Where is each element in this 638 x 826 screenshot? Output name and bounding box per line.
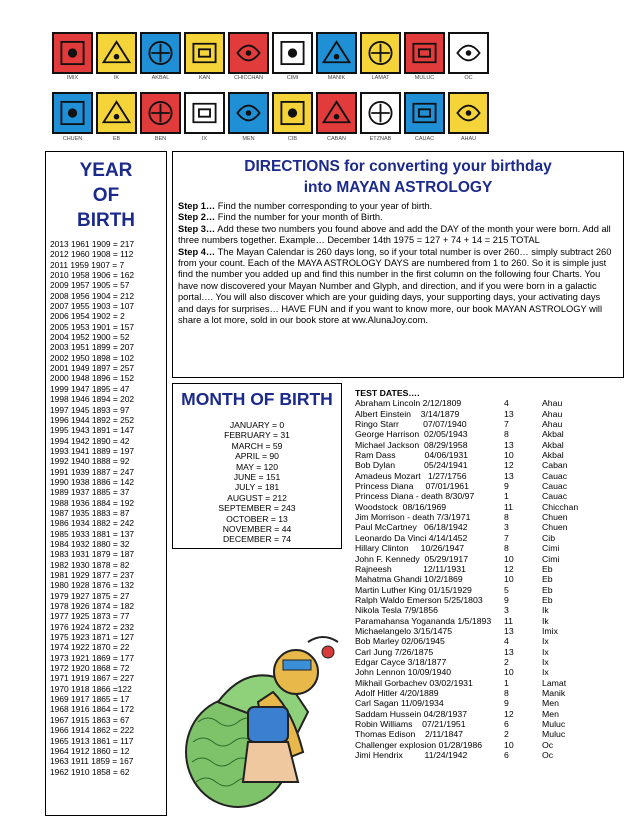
month-entry: AUGUST = 212 <box>227 492 287 503</box>
glyph-label: IK <box>113 75 120 81</box>
test-date-name: Leonardo Da Vinci 4/14/1452 <box>355 532 468 543</box>
test-date-row <box>355 709 625 719</box>
glyph-label: BEN <box>154 136 167 142</box>
test-date-number: 2 <box>504 729 509 740</box>
test-date-name: Princess Diana - death 8/30/97 <box>355 491 475 502</box>
directions-panel <box>172 151 624 378</box>
test-date-name: Adolf Hitler 4/20/1889 <box>355 687 439 698</box>
test-date-sign: Ix <box>542 646 549 657</box>
test-date-row <box>355 419 625 429</box>
test-date-number: 12 <box>504 460 514 471</box>
test-date-sign: Muluc <box>542 719 566 729</box>
test-date-row <box>355 543 625 553</box>
test-date-sign: Cauac <box>542 481 568 492</box>
test-date-sign: Imix <box>542 625 558 636</box>
test-date-number: 10 <box>504 553 514 564</box>
test-date-name: Woodstock 08/16/1969 <box>355 501 447 512</box>
direction-step <box>178 201 618 212</box>
year-entry: 1994 1942 1890 = 42 <box>50 435 130 446</box>
glyph-chicchan-icon <box>228 32 269 74</box>
test-date-name: Michaelangelo 3/15/1475 <box>355 625 453 636</box>
test-dates-section <box>355 388 625 760</box>
year-entry: 2000 1948 1896 = 152 <box>50 373 135 384</box>
year-entry: 1962 1910 1858 = 62 <box>50 766 130 777</box>
month-of-birth-title: MONTH OF BIRTH <box>181 389 333 409</box>
year-entry: 1992 1940 1888 = 92 <box>50 456 130 467</box>
test-date-name: Martin Luther King 01/15/1929 <box>355 584 472 595</box>
glyph-row-top <box>52 32 489 74</box>
year-entry: 1990 1938 1886 = 142 <box>50 476 135 487</box>
step-text: Add these two numbers you found above and add the DAY of the month your were born. Add all three numbers together. Example… December 14th 1975 = 127 + 74 + 14 = 215 TOTAL <box>178 223 611 246</box>
month-list <box>173 420 341 545</box>
glyph-label: MULUC <box>414 75 435 81</box>
test-date-row <box>355 564 625 574</box>
test-date-sign: Chuen <box>542 512 568 523</box>
glyph-oc-icon <box>448 32 489 74</box>
test-date-sign: Oc <box>542 750 554 761</box>
test-date-number: 4 <box>504 398 509 409</box>
month-entry: FEBRUARY = 31 <box>224 430 290 441</box>
test-date-name: Hillary Clinton 10/26/1947 <box>355 543 465 554</box>
step-text: Find the number for your month of Birth. <box>215 212 383 223</box>
test-date-row <box>355 698 625 708</box>
test-date-number: 13 <box>504 439 514 450</box>
test-date-row <box>355 595 625 605</box>
test-date-sign: Men <box>542 698 559 709</box>
test-date-row <box>355 502 625 512</box>
test-date-row <box>355 512 625 522</box>
test-date-number: 2 <box>504 656 509 667</box>
test-date-number: 3 <box>504 522 509 533</box>
test-date-name: Ralph Waldo Emerson 5/25/1803 <box>355 594 483 605</box>
test-date-name: Edgar Cayce 3/18/1877 <box>355 656 447 667</box>
year-of-birth-title <box>46 158 166 233</box>
test-date-number: 9 <box>504 481 509 492</box>
year-entry: 2004 1952 1900 = 52 <box>50 332 130 343</box>
test-date-number: 7 <box>504 532 509 543</box>
year-entry: 1987 1935 1883 = 87 <box>50 507 130 518</box>
test-date-number: 9 <box>504 698 509 709</box>
year-entry: 1979 1927 1875 = 27 <box>50 590 130 601</box>
month-entry: SEPTEMBER = 243 <box>218 503 296 514</box>
test-date-sign: Manik <box>542 687 566 698</box>
test-date-row <box>355 471 625 481</box>
year-entry: 2006 1954 1902 = 2 <box>50 311 125 322</box>
test-date-name: Carl Jung 7/26/1875 <box>355 646 434 657</box>
year-entry: 1997 1945 1893 = 97 <box>50 404 130 415</box>
test-date-row <box>355 667 625 677</box>
year-entry: 2012 1960 1908 = 112 <box>50 249 134 260</box>
test-date-number: 1 <box>504 677 509 688</box>
test-date-sign: Ix <box>542 636 549 647</box>
test-date-sign: Chicchan <box>542 501 579 512</box>
test-date-row <box>355 409 625 419</box>
test-date-name: Mahatma Ghandi 10/2/1869 <box>355 574 463 585</box>
test-date-sign: Lamat <box>542 677 567 688</box>
test-date-name: Saddam Hussein 04/28/1937 <box>355 708 468 719</box>
year-entry: 2011 1959 1907 = 7 <box>50 259 125 270</box>
test-date-sign: Chuen <box>542 522 568 533</box>
test-date-sign: Eb <box>542 584 553 595</box>
glyph-label: EB <box>112 136 121 142</box>
test-date-row <box>355 398 625 408</box>
test-date-sign: Eb <box>542 594 553 605</box>
year-entry: 1986 1934 1882 = 242 <box>50 518 135 529</box>
glyph-men-icon <box>228 92 269 134</box>
year-list <box>50 239 166 777</box>
glyph-kan-icon <box>184 32 225 74</box>
glyph-row-bottom <box>52 92 489 134</box>
month-entry: OCTOBER = 13 <box>226 513 288 524</box>
glyph-eb-icon <box>96 92 137 134</box>
year-entry: 1984 1932 1880 = 32 <box>50 538 130 549</box>
test-date-row <box>355 647 625 657</box>
test-date-row <box>355 616 625 626</box>
test-date-sign: Cib <box>542 532 556 543</box>
test-date-name: George Harrison 02/05/1943 <box>355 429 468 440</box>
test-date-number: 10 <box>504 574 514 585</box>
direction-step <box>178 212 618 223</box>
year-entry: 1998 1946 1894 = 202 <box>50 394 135 405</box>
mayan-seated-figure-illustration <box>178 632 350 812</box>
test-dates-title: TEST DATES…. <box>355 388 420 398</box>
year-entry: 1989 1937 1885 = 37 <box>50 487 130 498</box>
test-date-name: Rajneesh 12/11/1931 <box>355 563 466 574</box>
year-entry: 1991 1939 1887 = 247 <box>50 466 135 477</box>
test-date-sign: Cauac <box>542 470 568 481</box>
test-date-row <box>355 481 625 491</box>
test-date-number: 8 <box>504 512 509 523</box>
test-date-number: 13 <box>504 470 514 481</box>
test-date-name: Michael Jackson 08/29/1958 <box>355 439 468 450</box>
test-date-sign: Oc <box>542 739 554 750</box>
year-entry: 2002 1950 1898 = 102 <box>50 352 135 363</box>
year-entry: 1972 1920 1868 = 72 <box>50 663 130 674</box>
test-date-sign: Cimi <box>542 543 560 554</box>
year-of-birth-panel <box>45 151 167 816</box>
month-entry: JUNE = 151 <box>233 472 281 483</box>
glyph-cimi-icon <box>272 32 313 74</box>
step-text: Find the number corresponding to your year of birth. <box>215 201 433 211</box>
test-dates-list <box>355 398 625 760</box>
year-entry: 1965 1913 1861 = 117 <box>50 735 134 746</box>
glyph-label: MANIK <box>327 75 346 81</box>
glyph-label: AHAU <box>460 136 477 142</box>
test-date-row <box>355 491 625 501</box>
year-entry: 1988 1936 1884 = 192 <box>50 497 135 508</box>
test-date-name: John Lennon 10/09/1940 <box>355 667 452 678</box>
test-date-row <box>355 636 625 646</box>
step-label: Step 2… <box>178 212 216 223</box>
glyph-manik-icon <box>316 32 357 74</box>
year-entry: 1978 1926 1874 = 182 <box>50 601 135 612</box>
test-date-row <box>355 522 625 532</box>
test-date-name: Bob Marley 02/06/1945 <box>355 636 445 647</box>
test-date-row <box>355 554 625 564</box>
glyph-lamat-icon <box>360 32 401 74</box>
test-date-number: 10 <box>504 667 514 678</box>
test-date-name: Jim Morrison - death 7/3/1971 <box>355 512 471 523</box>
test-date-name: Robin Williams 07/21/1951 <box>355 719 466 729</box>
step-label: Step 4… <box>178 246 216 257</box>
test-date-number: 1 <box>504 491 509 502</box>
test-date-row <box>355 585 625 595</box>
directions-steps <box>178 201 618 326</box>
test-date-sign: Ik <box>542 605 549 616</box>
test-date-row <box>355 678 625 688</box>
test-date-sign: Cauac <box>542 491 568 502</box>
test-date-name: John F. Kennedy 05/29/1917 <box>355 553 469 564</box>
step-label: Step 3… <box>178 223 216 234</box>
test-date-name: Jimi Hendrix 11/24/1942 <box>355 750 468 761</box>
glyph-cauac-icon <box>404 92 445 134</box>
year-entry: 1973 1921 1869 = 177 <box>50 652 135 663</box>
glyph-label: CHUEN <box>62 136 83 142</box>
test-date-number: 11 <box>504 615 514 626</box>
month-of-birth-panel <box>172 383 342 549</box>
test-date-row <box>355 750 625 760</box>
test-date-number: 12 <box>504 563 514 574</box>
test-date-sign: Cimi <box>542 553 560 564</box>
glyph-ben-icon <box>140 92 181 134</box>
test-date-name: Thomas Edison 2/11/1847 <box>355 729 464 740</box>
test-date-row <box>355 429 625 439</box>
glyph-label: CABAN <box>327 136 346 142</box>
step-text: The Mayan Calendar is 260 days long, so if your total number is over 260… simply subtract 260 from your count. Each of the MAYA ASTROLOGY DAYS are numbered from 1 to 260. So it is simple just find the number you added up and find this number in the first column on the following four Charts. You have now discovered your Mayan Number and Glyph, and direction, and if you were born in a galactic portal…. You will also discover which are your guiding days, your supporting days, your activating days and days for surprises… HAVE FUN and if you want to know more, our book MAYAN ASTROLOGY will share a lot more, sold in our book store at ww.AlunaJoy.com. <box>178 246 612 326</box>
test-date-row <box>355 657 625 667</box>
directions-title-line1: DIRECTIONS for converting your birthday <box>244 158 552 175</box>
directions-title <box>178 156 618 198</box>
glyph-label-row-top <box>52 75 489 81</box>
test-date-name: Paramahansa Yogananda 1/5/1893 <box>355 615 492 626</box>
glyph-muluc-icon <box>404 32 445 74</box>
glyph-label: CIMI <box>286 75 299 81</box>
test-date-row <box>355 740 625 750</box>
test-date-number: 6 <box>504 719 509 729</box>
glyph-label: IMIX <box>66 75 79 81</box>
test-date-row <box>355 450 625 460</box>
year-entry: 1963 1911 1859 = 167 <box>50 756 134 767</box>
test-date-name: Paul McCartney 06/18/1942 <box>355 522 468 533</box>
year-entry: 1976 1924 1872 = 232 <box>50 621 135 632</box>
step-label: Step 1… <box>178 201 216 211</box>
test-date-sign: Eb <box>542 574 553 585</box>
test-date-row <box>355 688 625 698</box>
test-date-row <box>355 574 625 584</box>
test-date-sign: Caban <box>542 460 568 471</box>
glyph-label-row-bottom <box>52 136 489 142</box>
test-date-number: 13 <box>504 625 514 636</box>
test-date-number: 6 <box>504 750 509 761</box>
test-date-row <box>355 533 625 543</box>
year-entry: 1995 1943 1891 = 147 <box>50 425 135 436</box>
year-entry: 1982 1930 1878 = 82 <box>50 559 130 570</box>
year-entry: 1999 1947 1895 = 47 <box>50 383 130 394</box>
year-entry: 1970 1918 1866 =122 <box>50 683 132 694</box>
glyph-label: AKBAL <box>151 75 170 81</box>
test-date-number: 5 <box>504 584 509 595</box>
year-entry: 2007 1955 1903 = 107 <box>50 301 135 312</box>
year-entry: 1981 1929 1877 = 237 <box>50 570 135 580</box>
glyph-cib-icon <box>272 92 313 134</box>
direction-step <box>178 224 618 247</box>
year-entry: 1985 1933 1881 = 137 <box>50 528 135 539</box>
test-date-sign: Ik <box>542 615 549 626</box>
year-entry: 2008 1956 1904 = 212 <box>50 290 135 301</box>
test-date-sign: Ahau <box>542 408 563 419</box>
month-entry: JULY = 181 <box>234 482 280 493</box>
test-date-number: 8 <box>504 687 509 698</box>
test-date-name: Abraham Lincoln 2/12/1809 <box>355 398 462 409</box>
glyph-label: IX <box>201 136 208 142</box>
glyph-etznab-icon <box>360 92 401 134</box>
test-date-number: 3 <box>504 605 509 616</box>
glyph-imix-icon <box>52 32 93 74</box>
directions-title-line2: into MAYAN ASTROLOGY <box>303 179 493 196</box>
year-entry: 1967 1915 1863 = 67 <box>50 714 130 725</box>
month-entry: MAY = 120 <box>236 461 278 472</box>
glyph-label: LAMAT <box>371 75 390 81</box>
year-entry: 2005 1953 1901 = 157 <box>50 321 135 332</box>
direction-step <box>178 247 618 327</box>
test-date-sign: Ahau <box>542 398 563 409</box>
test-date-number: 9 <box>504 594 509 605</box>
year-entry: 1980 1928 1876 = 132 <box>50 580 135 591</box>
glyph-label: CAUAC <box>414 136 435 142</box>
glyph-label: ETZNAB <box>369 136 392 142</box>
test-date-sign: Ix <box>542 656 549 667</box>
test-date-name: Challenger explosion 01/28/1986 <box>355 739 483 750</box>
glyph-label: CIB <box>287 136 298 142</box>
test-date-name: Bob Dylan 05/24/1941 <box>355 460 468 471</box>
year-entry: 2009 1957 1905 = 57 <box>50 280 130 291</box>
year-entry: 2010 1958 1906 = 162 <box>50 270 135 281</box>
year-entry: 1971 1919 1867 = 227 <box>50 673 135 684</box>
test-date-sign: Eb <box>542 563 553 574</box>
glyph-label: KAN <box>198 75 211 81</box>
test-date-row <box>355 719 625 729</box>
test-date-number: 8 <box>504 543 509 554</box>
test-date-number: 13 <box>504 646 514 657</box>
test-date-name: Ringo Starr 07/07/1940 <box>355 419 467 430</box>
month-entry: NOVEMBER = 44 <box>222 524 292 535</box>
test-date-number: 11 <box>504 501 514 512</box>
test-date-number: 10 <box>504 450 514 461</box>
month-entry: JANUARY = 0 <box>229 420 285 430</box>
test-date-name: Carl Sagan 11/09/1934 <box>355 698 444 709</box>
test-date-sign: Ahau <box>542 419 563 430</box>
month-entry: MARCH = 59 <box>231 440 283 451</box>
test-date-name: Princess Diana 07/01/1961 <box>355 481 469 492</box>
month-entry: DECEMBER = 74 <box>222 534 292 545</box>
glyph-ahau-icon <box>448 92 489 134</box>
year-entry: 1974 1922 1870 = 22 <box>50 642 130 653</box>
glyph-ix-icon <box>184 92 225 134</box>
test-date-row <box>355 460 625 470</box>
test-date-number: 13 <box>504 408 514 419</box>
test-date-name: Albert Einstein 3/14/1879 <box>355 408 460 419</box>
month-entry: APRIL = 90 <box>235 451 279 462</box>
test-date-name: Mikhail Gorbachev 03/02/1931 <box>355 677 473 688</box>
test-date-number: 10 <box>504 739 514 750</box>
year-entry: 1993 1941 1889 = 197 <box>50 445 135 456</box>
test-date-sign: Akbal <box>542 450 564 461</box>
year-entry: 2013 1961 1909 = 217 <box>50 239 135 249</box>
glyph-label: CHICCHAN <box>233 75 264 81</box>
test-date-sign: Men <box>542 708 559 719</box>
glyph-chuen-icon <box>52 92 93 134</box>
year-entry: 1996 1944 1892 = 252 <box>50 414 135 425</box>
test-date-number: 8 <box>504 429 509 440</box>
year-entry: 2003 1951 1899 = 207 <box>50 342 135 353</box>
test-date-row <box>355 440 625 450</box>
glyph-label: OC <box>464 75 473 81</box>
glyph-caban-icon <box>316 92 357 134</box>
glyph-ik-icon <box>96 32 137 74</box>
year-entry: 1966 1914 1862 = 222 <box>50 725 135 736</box>
year-entry: 1968 1916 1864 = 172 <box>50 704 135 715</box>
test-date-sign: Ix <box>542 667 549 678</box>
year-entry: 1983 1931 1879 = 187 <box>50 549 135 560</box>
test-date-name: Amadeus Mozart 1/27/1756 <box>355 470 467 481</box>
test-date-row <box>355 626 625 636</box>
test-date-number: 4 <box>504 636 509 647</box>
test-date-sign: Muluc <box>542 729 566 740</box>
test-date-name: Nikola Tesla 7/9/1856 <box>355 605 438 616</box>
year-entry: 1964 1912 1860 = 12 <box>50 745 130 756</box>
test-date-row <box>355 605 625 615</box>
glyph-label: MEN <box>242 136 255 142</box>
test-date-sign: Akbal <box>542 429 564 440</box>
year-entry: 2001 1949 1897 = 257 <box>50 363 135 374</box>
glyph-akbal-icon <box>140 32 181 74</box>
test-date-name: Ram Dass 04/06/1931 <box>355 450 468 461</box>
test-date-number: 12 <box>504 708 514 719</box>
test-date-sign: Akbal <box>542 439 564 450</box>
year-entry: 1975 1923 1871 = 127 <box>50 632 135 643</box>
test-date-number: 7 <box>504 419 509 430</box>
year-entry: 1969 1917 1865 = 17 <box>50 694 130 705</box>
test-date-row <box>355 729 625 739</box>
year-entry: 1977 1925 1873 = 77 <box>50 611 130 622</box>
year-title-text: YEAR OF BIRTH <box>76 160 136 231</box>
